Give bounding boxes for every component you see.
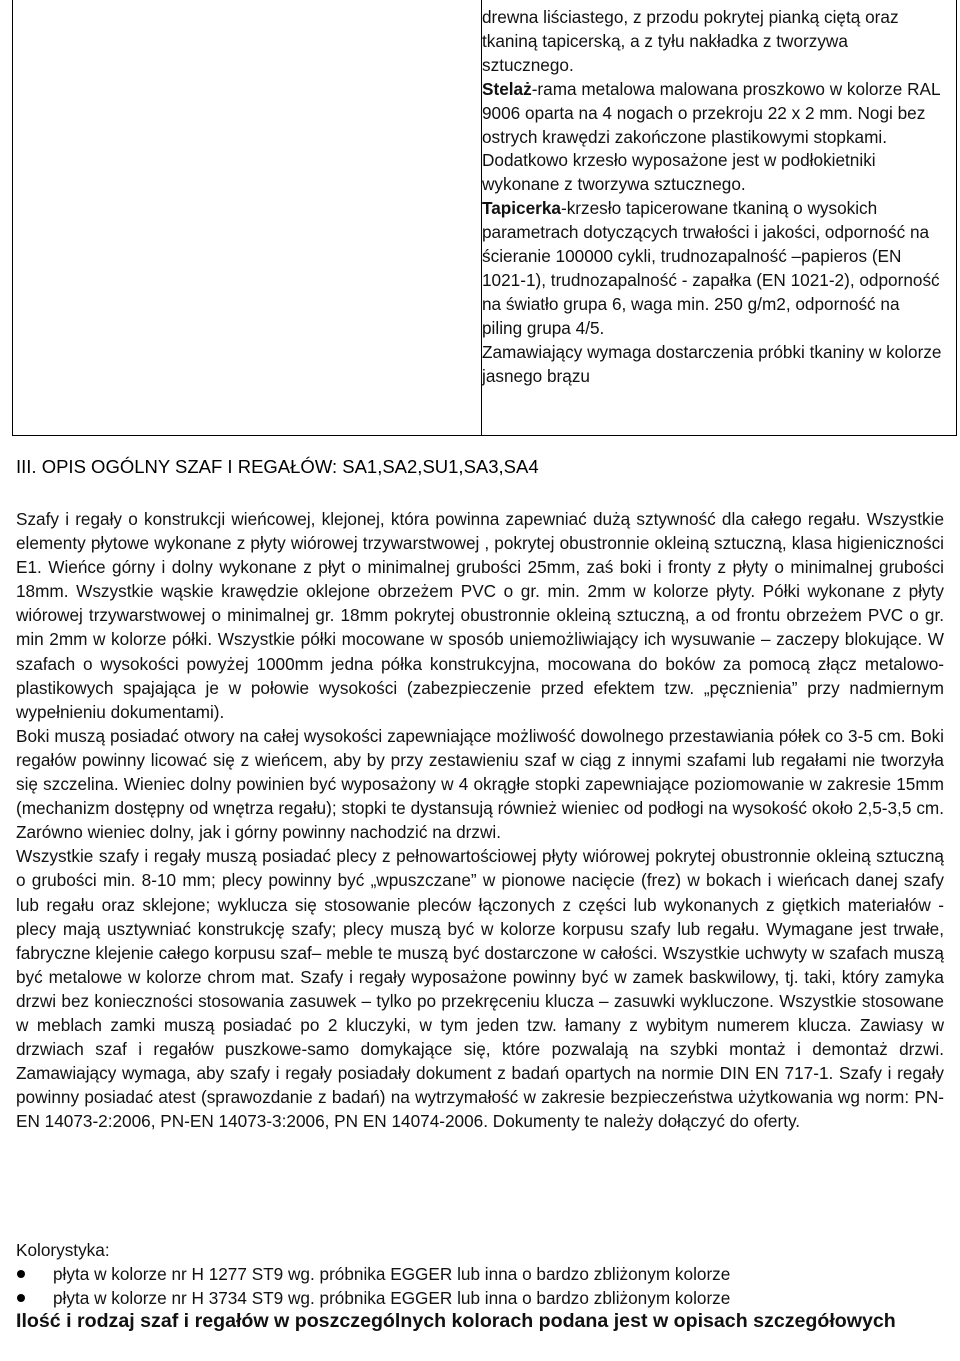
upholstery-label: Tapicerka: [482, 198, 561, 219]
spec-table-right-cell: [482, 6, 942, 389]
cell-intro-text: drewna liściastego, z przodu pokrytej pianką ciętą oraz tkaniną tapicerską, a z tyłu nakładka z tworzywa sztucznego.: [482, 7, 899, 75]
body-paragraph-backs: Wszystkie szafy i regały muszą posiadać plecy z pełnowartościowej płyty wiórowej pokrytej obustronnie okleiną sztuczną o grubości min. 8-10 mm; plecy powinny być „wpuszczane” w pionowe nacięcie (frez) w bokach i wieńcach danej szafy lub regału oraz sklejone; wyklucza się stosowanie pleców łączonych z części lub wykonanych z giętkich materiałów - plecy mają usztywniać konstrukcję szafy; plecy muszą być w kolorze korpusu szafy lub regału. Wymagane jest trwałe, fabryczne klejenie całego korpusu szaf– meble te muszą być dostarczone w całości. Wszystkie uchwyty w szafach muszą być metalowe w kolorze chrom mat. Szafy i regały wyposażone powinny być w zamek baskwilowy, tj. taki, który zamyka drzwi bez konieczności stosowania zasuwek – tylko po przekręceniu klucza – zasuwki wykluczone. Wszystkie stosowane w meblach zamki muszą posiadać po 2 kluczyki, w tym jeden tzw. łamany z wybitym numerem klucza. Zawiasy w drzwiach szaf i regałów puszkowe-samo domykające się, które pozwalają na szybki montaż i demontaż drzwi. Zamawiający wymaga, aby szafy i regały posiadały dokument z badań opartych na normie DIN EN 717-1. Szafy i regały powinny posiadać atest (sprawozdanie z badań) na wytrzymałość w zakresie bezpieczeństwa użytkowania wg norm: PN-EN 14073-2:2006, PN-EN 14073-3:2006, PN EN 14074-2006. Dokumenty te należy dołączyć do oferty.: [16, 846, 944, 1132]
frame-label: Stelaż: [482, 78, 532, 99]
colors-label: Kolorystyka:: [16, 1240, 110, 1260]
section-number: III.: [16, 456, 37, 477]
list-item-text: płyta w kolorze nr H 1277 ST9 wg. próbnika EGGER lub inna o bardzo zbliżonym kolorze: [53, 1264, 731, 1284]
section-heading: [16, 455, 539, 479]
list-item-text: płyta w kolorze nr H 3734 ST9 wg. próbnika EGGER lub inna o bardzo zbliżonym kolorze: [53, 1288, 731, 1308]
sample-requirement-text: Zamawiający wymaga dostarczenia próbki tkaniny w kolorze jasnego brązu: [482, 341, 942, 386]
body-paragraph-construction: Szafy i regały o konstrukcji wieńcowej, klejonej, która powinna zapewniać dużą sztywność dla całego regału. Wszystkie elementy płytowe wykonane z płyty wiórowej trzywarstwowej , pokrytej obustronnie okleiną sztuczną, klasa higieniczności E1. Wieńce górny i dolny wykonane z płyt o minimalnej grubości 25mm, zaś boki i fronty z płyty o minimalnej grubości 18mm. Wszystkie wąskie krawędzie oklejone obrzeżem PVC o gr. min. 2mm w kolorze płyty. Półki wykonane z płyty wiórowej trzywarstwowej o minimalnej gr. 18mm pokrytej obustronnie okleiną sztuczną, a od frontu obrzeżem PVC o gr. min 2mm w kolorze półki. Wszystkie półki mocowane w sposób uniemożliwiający ich wysuwanie – zaczepy blokujące. W szafach o wysokości powyżej 1000mm jedna półka konstrukcyjna, mocowana do boków za pomocą złącz metalowo-plastikowych spajająca je w połowie wysokości (zabezpieczenie przed efektem tzw. „pęcznienia” przy nadmiernym wypełnieniu dokumentami).: [16, 509, 944, 722]
upholstery-text: -krzesło tapicerowane tkaniną o wysokich parametrach dotyczących trwałości i jakości, odporność na ścieranie 100000 cykli, trudnozapalność –papieros (EN 1021-1), trudnozapalność - zapałka (EN 1021-2), odporność na światło grupa 6, waga min. 250 g/m2, odporność na piling grupa 4/5.: [482, 198, 940, 338]
list-item: [16, 1286, 944, 1310]
section-title: OPIS OGÓLNY SZAF I REGAŁÓW: SA1,SA2,SU1,SA3,SA4: [41, 456, 539, 477]
colors-list: [16, 1262, 944, 1310]
bullet-icon: [17, 1294, 25, 1302]
frame-text: -rama metalowa malowana proszkowo w kolorze RAL 9006 oparta na 4 nogach o przekroju 22 x 2 mm. Nogi bez ostrych krawędzi zakończone plastikowymi stopkami. Dodatkowo krzesło wyposażone jest w podłokietniki wykonane z tworzywa sztucznego.: [482, 78, 940, 195]
bullet-icon: [17, 1270, 25, 1278]
section-body: [16, 507, 944, 1133]
final-note: Ilość i rodzaj szaf i regałów w poszczególnych kolorach podana jest w opisach szczegółowych: [16, 1310, 896, 1332]
list-item: [16, 1262, 944, 1286]
body-paragraph-sides: Boki muszą posiadać otwory na całej wysokości zapewniające możliwość dowolnego przestawiania półek co 3-5 cm. Boki regałów powinny licować się z wieńcem, aby by przy zestawieniu szaf w ciąg z innymi szafami lub regałami nie tworzyła się szczelina. Wieniec dolny powinien być wyposażony w 4 okrągłe stopki zapewniające poziomowanie w zakresie 15mm (mechanizm dostępny od wnętrza regału); stopki te dystansują również wieniec od podłogi na wysokość około 2,5-3,5 cm. Zarówno wieniec dolny, jak i górny powinny nachodzić na drzwi.: [16, 725, 944, 843]
